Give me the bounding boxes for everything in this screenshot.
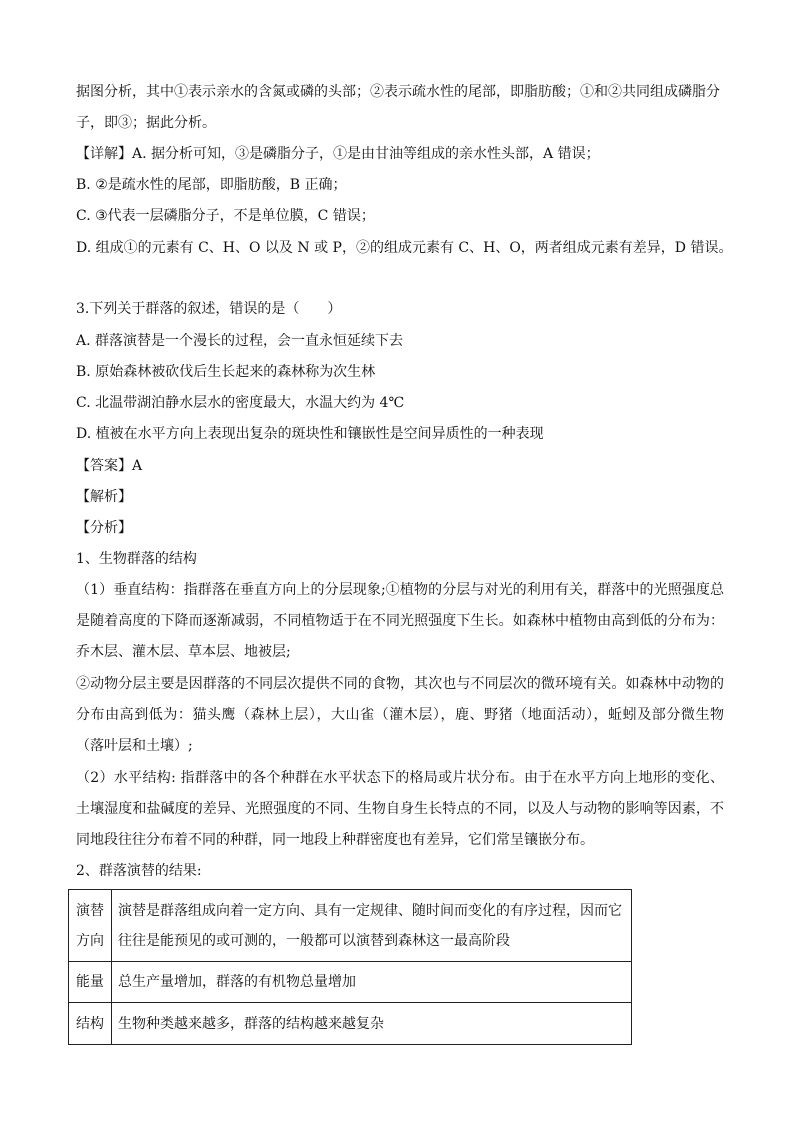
option-c: C. 北温带湖泊静水层水的密度最大，水温大约为 4℃ (76, 395, 405, 411)
detail-line-d: D. 组成①的元素有 C、H、O 以及 N 或 P，②的组成元素有 C、H、O，两者组成元素有差异，D 错误。 (76, 240, 733, 256)
option-b: B. 原始森林被砍伐后生长起来的森林称为次生林 (76, 364, 376, 380)
row-content-direction: 演替是群落组成向着一定方向、具有一定规律、随时间而变化的有序过程，因而它往往是能预见的或可测的，一般都可以演替到森林这一最高阶段 (112, 890, 632, 962)
detail-line-c: C. ③代表一层磷脂分子，不是单位膜，C 错误； (76, 208, 375, 224)
table-row (69, 1003, 632, 1045)
intro-line-1: 据图分析，其中①表示亲水的含氮或磷的头部；②表示疏水性的尾部，即脂肪酸；①和②共同组成磷脂分 (76, 84, 720, 100)
option-d: D. 植被在水平方向上表现出复杂的斑块性和镶嵌性是空间异质性的一种表现 (76, 426, 544, 442)
row-label-direction: 演替方向 (69, 890, 112, 962)
intro-line-2: 子，即③；据此分析。 (76, 115, 216, 131)
vertical-structure-para-1: （1）垂直结构：指群落在垂直方向上的分层现象;①植物的分层与对光的利用有关，群落中的光照强度总是随着高度的下降而逐渐减弱，不同植物适于在不同光照强度下生长。如森林中植物由高到低的分布为：乔木层、灌木层、草本层、地被层; (76, 582, 724, 660)
horizontal-structure-para: （2）水平结构: 指群落中的各个种群在水平状态下的格局或片状分布。由于在水平方向上地形的变化、土壤湿度和盐碱度的差异、光照强度的不同、生物自身生长特点的不同，以及人与动物的影响等因素，不同地段往往分布着不同的种群，同一地段上种群密度也有差异，它们常呈镶嵌分布。 (76, 770, 724, 848)
table-row (69, 890, 632, 962)
row-label-structure: 结构 (69, 1003, 112, 1045)
answer-line: 【答案】A (76, 458, 143, 474)
vertical-structure-para-2: ②动物分层主要是因群落的不同层次提供不同的食物，其次也与不同层次的微环境有关。如森林中动物的分布由高到低为：猫头鹰（森林上层），大山雀（灌木层），鹿、野猪（地面活动），蚯蚓及部分微生物（落叶层和土壤）; (76, 676, 724, 754)
option-a: A. 群落演替是一个漫长的过程，会一直永恒延续下去 (76, 333, 404, 349)
fenxi-heading: 【分析】 (76, 520, 132, 536)
detail-line-a: 【详解】A. 据分析可知，③是磷脂分子，①是由甘油等组成的亲水性头部，A 错误； (76, 146, 600, 162)
detail-line-b: B. ②是疏水性的尾部，即脂肪酸，B 正确； (76, 177, 347, 193)
section1-title: 1、生物群落的结构 (76, 551, 197, 567)
row-content-energy: 总生产量增加，群落的有机物总量增加 (112, 962, 632, 1003)
row-content-structure: 生物种类越来越多，群落的结构越来越复杂 (112, 1003, 632, 1045)
table-row (69, 962, 632, 1003)
analysis-heading: 【解析】 (76, 489, 132, 505)
row-label-energy: 能量 (69, 962, 112, 1003)
section2-title: 2、群落演替的结果: (76, 863, 202, 879)
question-stem: 3.下列关于群落的叙述，错误的是（ ） (76, 301, 342, 317)
succession-results-table (68, 889, 632, 1045)
